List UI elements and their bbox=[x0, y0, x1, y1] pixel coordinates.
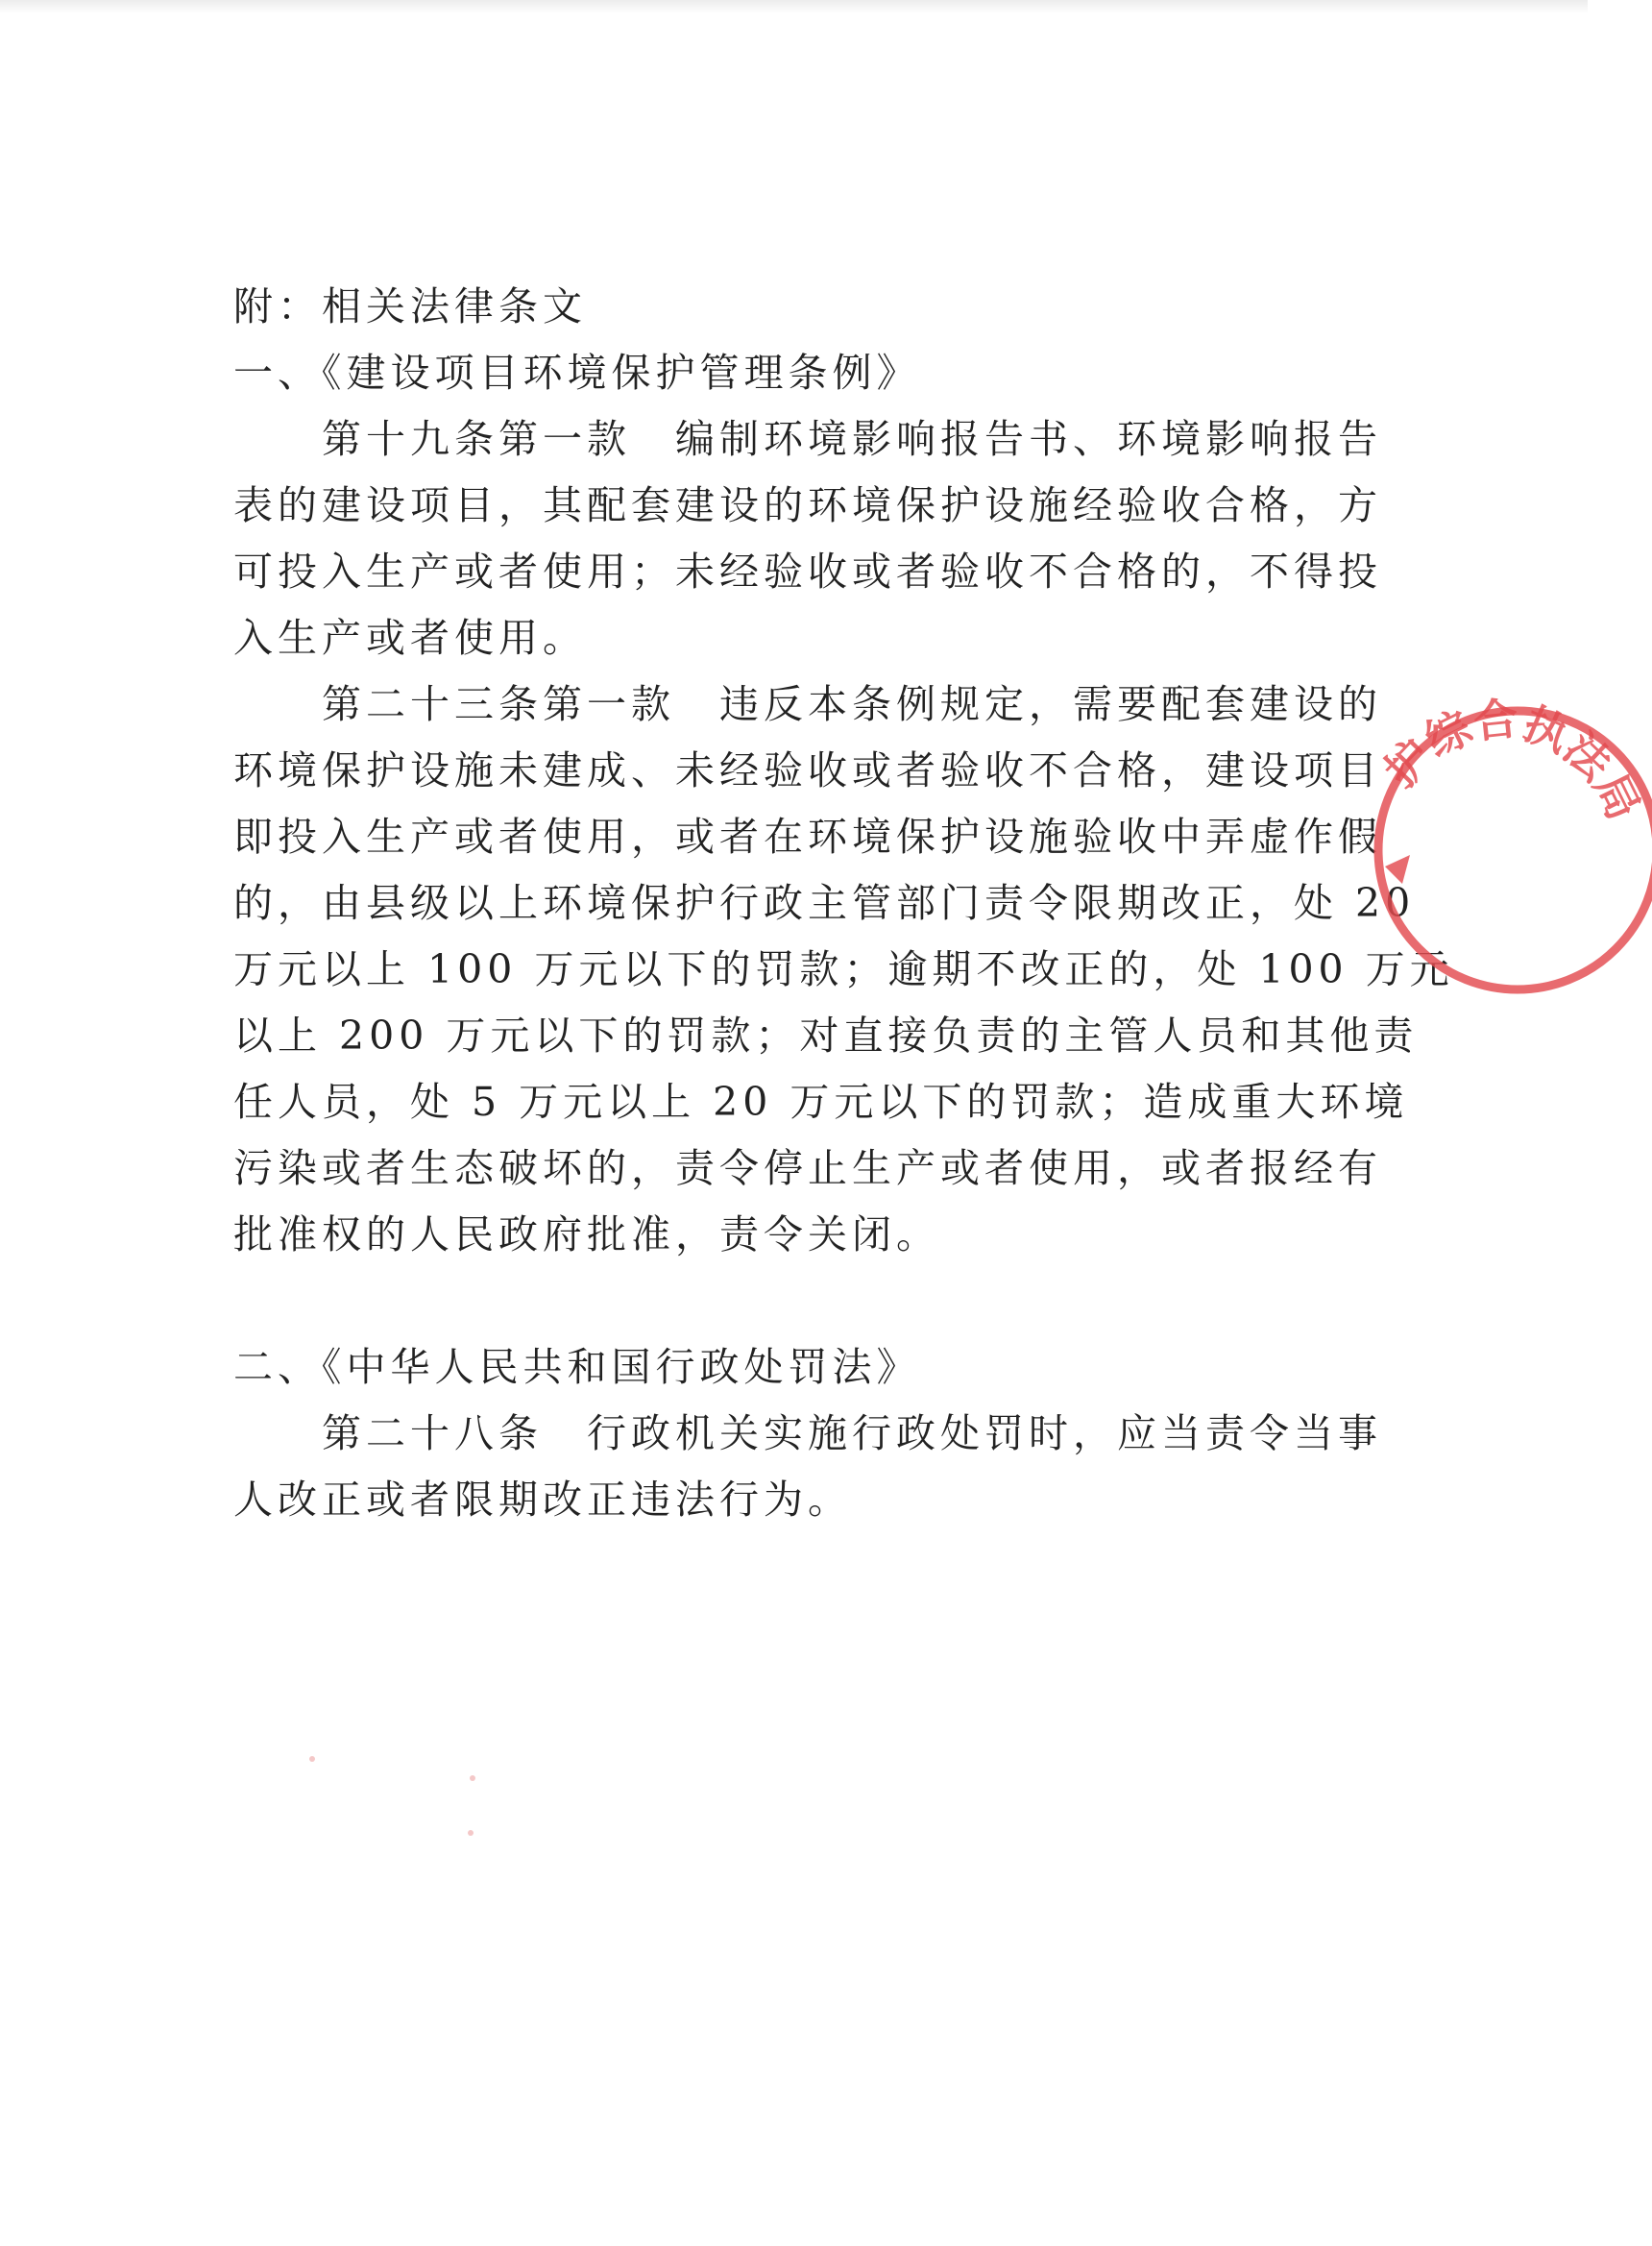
s1-article-23-line-5: 万元以上 100 万元以下的罚款；逾期不改正的，处 100 万元 bbox=[233, 946, 1454, 992]
section-gap bbox=[233, 1268, 1349, 1334]
s1-article-23-line-8: 污染或者生态破坏的，责令停止生产或者使用，或者报经有 bbox=[233, 1145, 1382, 1191]
official-seal bbox=[1364, 692, 1652, 1009]
scan-edge-shadow bbox=[0, 0, 1588, 13]
s2-article-28-line-1: 第二十八条 行政机关实施行政处罚时，应当责令当事 bbox=[322, 1410, 1382, 1456]
scan-speck bbox=[470, 1775, 475, 1781]
section-2-title: 二、《中华人民共和国行政处罚法》 bbox=[233, 1344, 921, 1390]
s1-article-23-line-9: 批准权的人民政府批准，责令关闭。 bbox=[233, 1211, 940, 1257]
s1-article-23-line-3: 即投入生产或者使用，或者在环境保护设施验收中弄虚作假 bbox=[233, 814, 1382, 860]
svg-text:护综合执法局 bbox=[1374, 693, 1650, 828]
scan-speck bbox=[309, 1756, 315, 1762]
s1-article-23-line-1: 第二十三条第一款 违反本条例规定，需要配套建设的 bbox=[322, 681, 1382, 727]
s1-article-23-line-6: 以上 200 万元以下的罚款；对直接负责的主管人员和其他责 bbox=[233, 1013, 1419, 1059]
s2-article-28-line-2: 人改正或者限期改正违法行为。 bbox=[233, 1477, 852, 1523]
s1-article-23-line-4: 的，由县级以上环境保护行政主管部门责令限期改正，处 20 bbox=[233, 880, 1416, 926]
s1-article-19-line-1: 第十九条第一款 编制环境影响报告书、环境影响报告 bbox=[322, 416, 1382, 462]
scan-speck bbox=[468, 1830, 474, 1836]
s1-article-23-line-2: 环境保护设施未建成、未经验收或者验收不合格，建设项目 bbox=[233, 747, 1382, 793]
s1-article-19-line-3: 可投入生产或者使用；未经验收或者验收不合格的，不得投 bbox=[233, 549, 1382, 595]
document-body bbox=[233, 274, 1454, 1533]
attachment-heading: 附：相关法律条文 bbox=[233, 283, 587, 330]
section-1-title: 一、《建设项目环境保护管理条例》 bbox=[233, 350, 921, 396]
s1-article-19-line-2: 表的建设项目，其配套建设的环境保护设施经验收合格，方 bbox=[233, 482, 1382, 528]
s1-article-19-line-4: 入生产或者使用。 bbox=[233, 615, 587, 661]
seal-text: 护综合执法局 bbox=[1374, 692, 1651, 828]
s1-article-23-line-7: 任人员，处 5 万元以上 20 万元以下的罚款；造成重大环境 bbox=[233, 1079, 1409, 1125]
